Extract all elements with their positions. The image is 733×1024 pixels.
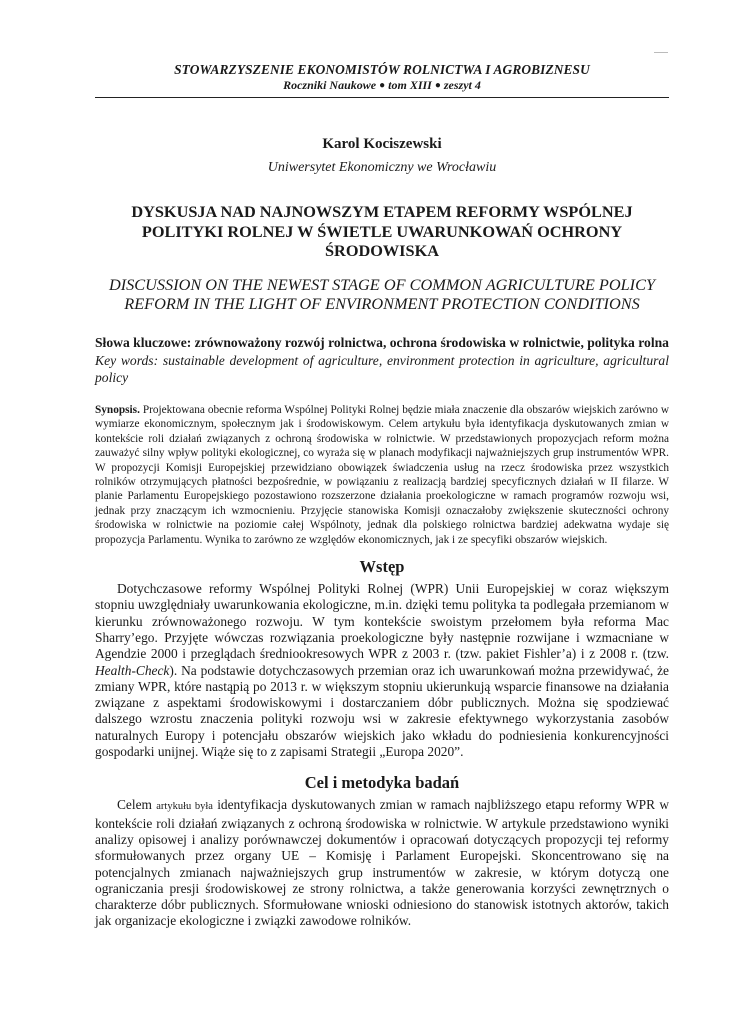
journal-issue: zeszyt 4 [443,78,481,92]
method-text: identyfikacja dyskutowanych zmian w ramach najbliższego etapu reformy WPR w kontekście roli działań związanych z ochroną środowiska w rolnictwie. W artykule przedstawiono wyniki analizy opisowej i analizy porównawczej dokumentów i opracowań dotyczących propozycji tej reformy sformułowanych przez organy UE – Komisję i Parlament Europejski. Skoncentrowano się na potencjalnych zmianach najważniejszych grup instrumentów w zakresie, w którym dotyczą one ograniczania presji środowiskowej ze strony rolnictwa, a także generowania korzyści zewnętrznych o charakterze dóbr publicznych. Sformułowane wnioski odniesiono do stanowisk istotnych aktorów, takich jak organizacje ekologiczne i związki zawodowe rolników. [95,797,669,929]
bullet-icon: ● [379,80,386,91]
author-name: Karol Kociszewski [322,136,442,152]
synopsis-text: Projektowana obecnie reforma Wspólnej Polityki Rolnej będzie miała znaczenie dla obszarów wiejskich zarówno w wymiarze ekonomicznym, społecznym jak i środowiskowym. Celem artykułu była identyfikacja dyskutowanych zmian w kontekście roli działań związanych z ochroną środowiska w rolnictwie. W przedstawionych propozycjach reform można zauważyć silny wpływ polityki ekologicznej, co wyraża się w planach modyfikacji najważniejszych grup instrumentów WPR. W propozycji Komisji Europejskiej przewidziano obowiązek świadczenia usług na rzecz środowiska przez wszystkich rolników otrzymujących płatności bezpośrednie, w powiązaniu z realizacją bardziej specyficznych działań w II filarze. W planie Parlamentu Europejskiego pozostawiono rozszerzone działania proekologiczne w ramach programów rozwoju wsi, jednak przy znaczącym ich wzmocnieniu. Przyjęcie stanowiska Komisji oznaczałoby zwiększenie skuteczności ochrony środowiska w rolnictwie na poziomie całej Wspólnoty, jednak dla polskiego rolnictwa bardziej adekwatna wydaje się propozycja Parlamentu. Wynika to zarówno ze względów ekonomicznych, jak i ze specyfiki obszarów wiejskich. [95,404,670,546]
header-rule [95,97,669,98]
journal-subtitle [95,78,669,93]
synopsis [95,403,669,547]
keywords-english: Key words: sustainable development of agriculture, environment protection in agriculture, agricultural policy [95,353,669,385]
intro-text-italic: Health-Check [95,662,170,678]
method-paragraph [95,797,669,929]
method-lead: Celem [117,797,152,813]
author-affiliation: Uniwersytet Ekonomiczny we Wrocławiu [267,160,497,175]
intro-text-a: Dotychczasowe reformy Wspólnej Polityki Rolnej (WPR) Unii Europejskiej w coraz większym stopniu uwzględniały uwarunkowania ekologiczne, m.in. dzięki temu polityka ta podlegała przemianom w kierunku zrównoważonego rozwoju. W tym kontekście swoistym przełomem była reforma Mac Sharry’ego. Przyjęte wówczas rozwiązania proekologiczne były następnie rozwijane i wzmacniane w Agendzie 2000 i przeglądach średniookresowych WPR z 2003 r. (tzw. pakiet Fishler’a) i z 2008 r. (tzw. [95,581,669,662]
journal-volume: tom XIII [388,78,432,92]
title-polish: DYSKUSJA NAD NAJNOWSZYM ETAPEM REFORMY WSPÓLNEJ POLITYKI ROLNEJ W ŚWIETLE UWARUNKOWAŃ OCHRONY ŚRODOWISKA [131,202,633,260]
synopsis-label: Synopsis. [95,404,140,416]
section-heading-method: Cel i metodyka badań [304,773,460,793]
intro-paragraph [95,581,669,760]
section-heading-intro: Wstęp [359,557,405,577]
keywords-polish: Słowa kluczowe: zrównoważony rozwój rolnictwa, ochrona środowiska w rolnictwie, polityka rolna [95,334,669,350]
bullet-icon: ● [434,80,441,91]
intro-text-b: ). Na podstawie dotychczasowych przemian oraz ich uwarunkowań można przewidywać, że zmiany WPR, które nastąpią po 2013 r. w większym stopniu ukierunkują wsparcie finansowe na działania związane z aspektami środowiskowymi i dostarczaniem dóbr publicznych. Można się spodziewać dalszego wzrostu znaczenia polityki rozwoju wsi w zakresie efektywnego wykorzystania zasobów naturalnych Europy i potencjału obszarów wiejskich jako wkładu do podniesienia konkurencyjności gospodarki unijnej. Wiąże się to z zapisami Strategii „Europa 2020”. [95,662,669,760]
journal-name: STOWARZYSZENIE EKONOMISTÓW ROLNICTWA I AGROBIZNESU [174,62,590,77]
title-english: DISCUSSION ON THE NEWEST STAGE OF COMMON AGRICULTURE POLICY REFORM IN THE LIGHT OF ENVIRONMENT PROTECTION CONDITIONS [108,274,656,313]
method-small-text: artykułu była [156,801,213,813]
journal-series: Roczniki Naukowe [283,78,377,92]
page [95,0,669,930]
